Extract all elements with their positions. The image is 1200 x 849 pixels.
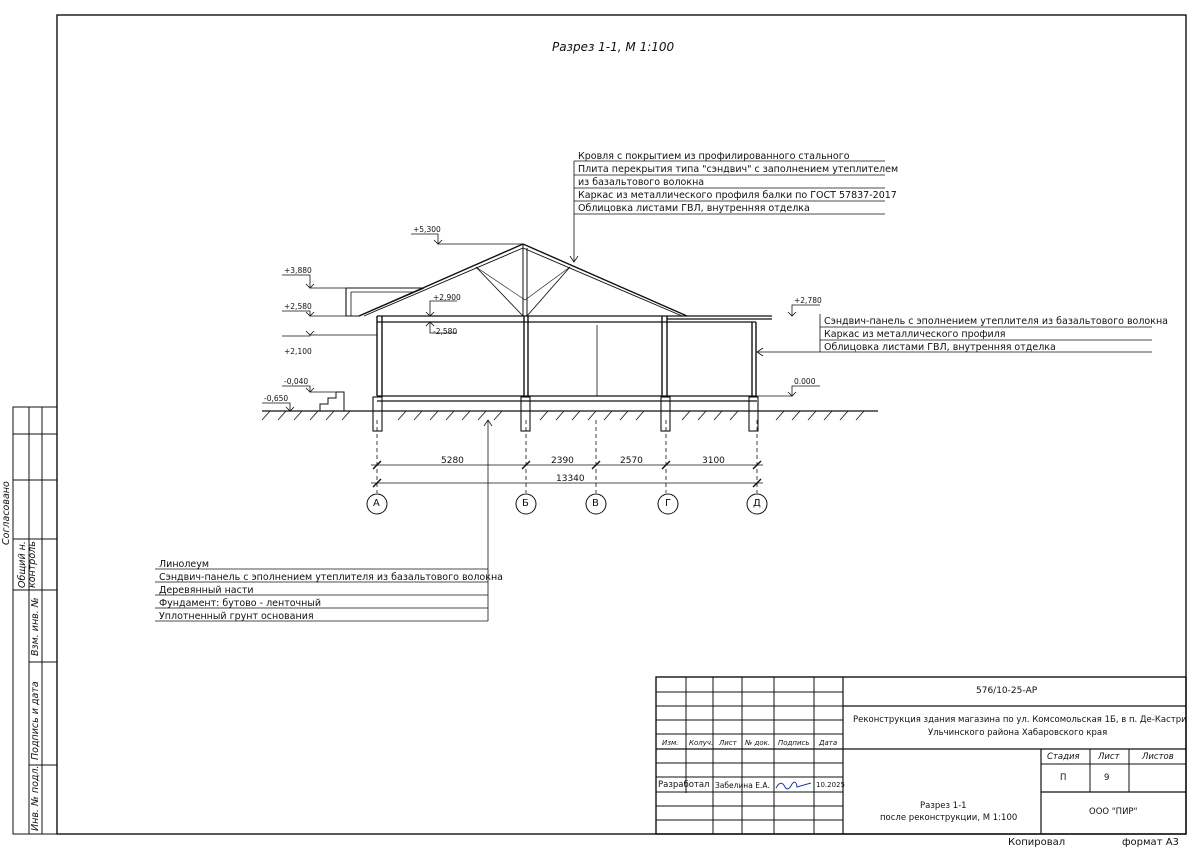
axis-label-b: Б (522, 498, 529, 509)
project-title-1: Реконструкция здания магазина по ул. Комсомольская 1Б, в п. Де-Кастри (853, 715, 1187, 725)
level-parapet: +3,880 (284, 266, 312, 275)
level-beam-top: +2,900 (433, 293, 461, 302)
floor-slab (377, 396, 757, 401)
developed-date: 10.2025 (816, 781, 845, 789)
sheet-name-1: Разрез 1-1 (920, 801, 967, 811)
level-right-roof: +2,780 (794, 296, 822, 305)
axis-label-a: А (373, 498, 380, 509)
footer-format: формат А3 (1122, 837, 1179, 848)
sheet-label: Лист (1098, 752, 1120, 762)
sheet-frame (57, 15, 1186, 834)
stage-value: П (1060, 773, 1067, 783)
leader-lines (155, 161, 1152, 621)
roof-callout-line-3: из базальтового волокна (578, 177, 705, 188)
sheet-value: 9 (1104, 773, 1110, 783)
level-eave-left: +2,580 (284, 302, 312, 311)
strip-general-control: Общий н. контроль (17, 541, 38, 588)
dim-span-2: 2390 (551, 456, 574, 466)
sheets-label: Листов (1142, 752, 1174, 762)
strip-agreed: Согласовано (1, 481, 12, 545)
axis-bubbles (367, 494, 767, 514)
level-window-top: +2,100 (284, 347, 312, 356)
roof-truss (346, 244, 687, 316)
strip-sign-date: Подпись и дата (30, 681, 41, 760)
dim-span-3: 2570 (620, 456, 643, 466)
section-title: Разрез 1-1, М 1:100 (552, 40, 675, 54)
level-floor: 0.000 (794, 377, 816, 386)
col-header-sign: Подпись (778, 739, 810, 747)
footer-copied: Копировал (1008, 837, 1066, 848)
axis-label-v: В (592, 498, 599, 509)
floor-callout-line-1: Линолеум (159, 559, 210, 570)
col-header-list: Лист (719, 739, 737, 747)
strip-inv-original: Инв. № подл. (30, 765, 41, 831)
col-header-date: Дата (819, 739, 838, 747)
col-header-izm: Изм. (662, 739, 679, 747)
wall-callout-line-1: Сэндвич-панель с эполнением утеплителя из базальтового волокна (824, 316, 1169, 327)
signature (776, 782, 811, 789)
dim-total: 13340 (556, 474, 585, 484)
axis-label-g: Г (665, 498, 672, 509)
floor-callout-line-5: Уплотненный грунт основания (159, 611, 314, 622)
level-entry: -0,040 (284, 377, 309, 386)
dim-span-1: 5280 (441, 456, 464, 466)
roof-callout-line-4: Каркас из металлического профиля балки по ГОСТ 57837-2017 (578, 190, 897, 201)
wall-callout-line-3: Облицовка листами ГВЛ, внутренняя отделка (824, 342, 1056, 353)
developer-name: Забелина Е.А. (715, 781, 770, 790)
ceiling-beam (377, 316, 772, 322)
level-ground: -0,650 (264, 394, 289, 403)
level-ridge: +5,300 (413, 225, 441, 234)
roof-callout-line-5: Облицовка листами ГВЛ, внутренняя отделка (578, 203, 810, 214)
organization: ООО "ПИР" (1089, 807, 1138, 817)
stage-label: Стадия (1047, 752, 1080, 762)
ground-line (262, 411, 878, 420)
doc-code: 576/10-25-АР (976, 686, 1038, 696)
floor-callout-line-2: Сэндвич-панель с эполнением утеплителя из базальтового волокна (159, 572, 504, 583)
developed-label: Разработал (658, 780, 710, 790)
floor-callout-line-3: Деревянный насти (159, 585, 254, 596)
foundations (373, 397, 758, 431)
roof-callout-line-1: Кровля с покрытием из профилированного стального (578, 151, 850, 162)
sheet-name-2: после реконструкции, М 1:100 (880, 813, 1018, 823)
wall-callout-line-2: Каркас из металлического профиля (824, 329, 1006, 340)
roof-callout-line-2: Плита перекрытия типа "сэндвич" с заполнением утеплителем (578, 164, 899, 175)
entry-steps (320, 392, 344, 411)
dim-span-4: 3100 (702, 456, 725, 466)
floor-callout-line-4: Фундамент: бутово - ленточный (159, 598, 322, 609)
col-header-doc: № док. (745, 739, 771, 747)
axis-label-d: Д (753, 498, 761, 509)
project-title-2: Ульчинского района Хабаровского края (928, 728, 1108, 738)
level-beam-bottom: -2,580 (433, 327, 458, 336)
strip-inv-replace: Взм. инв. № (30, 597, 41, 656)
col-header-koluch: Колуч. (689, 739, 714, 747)
